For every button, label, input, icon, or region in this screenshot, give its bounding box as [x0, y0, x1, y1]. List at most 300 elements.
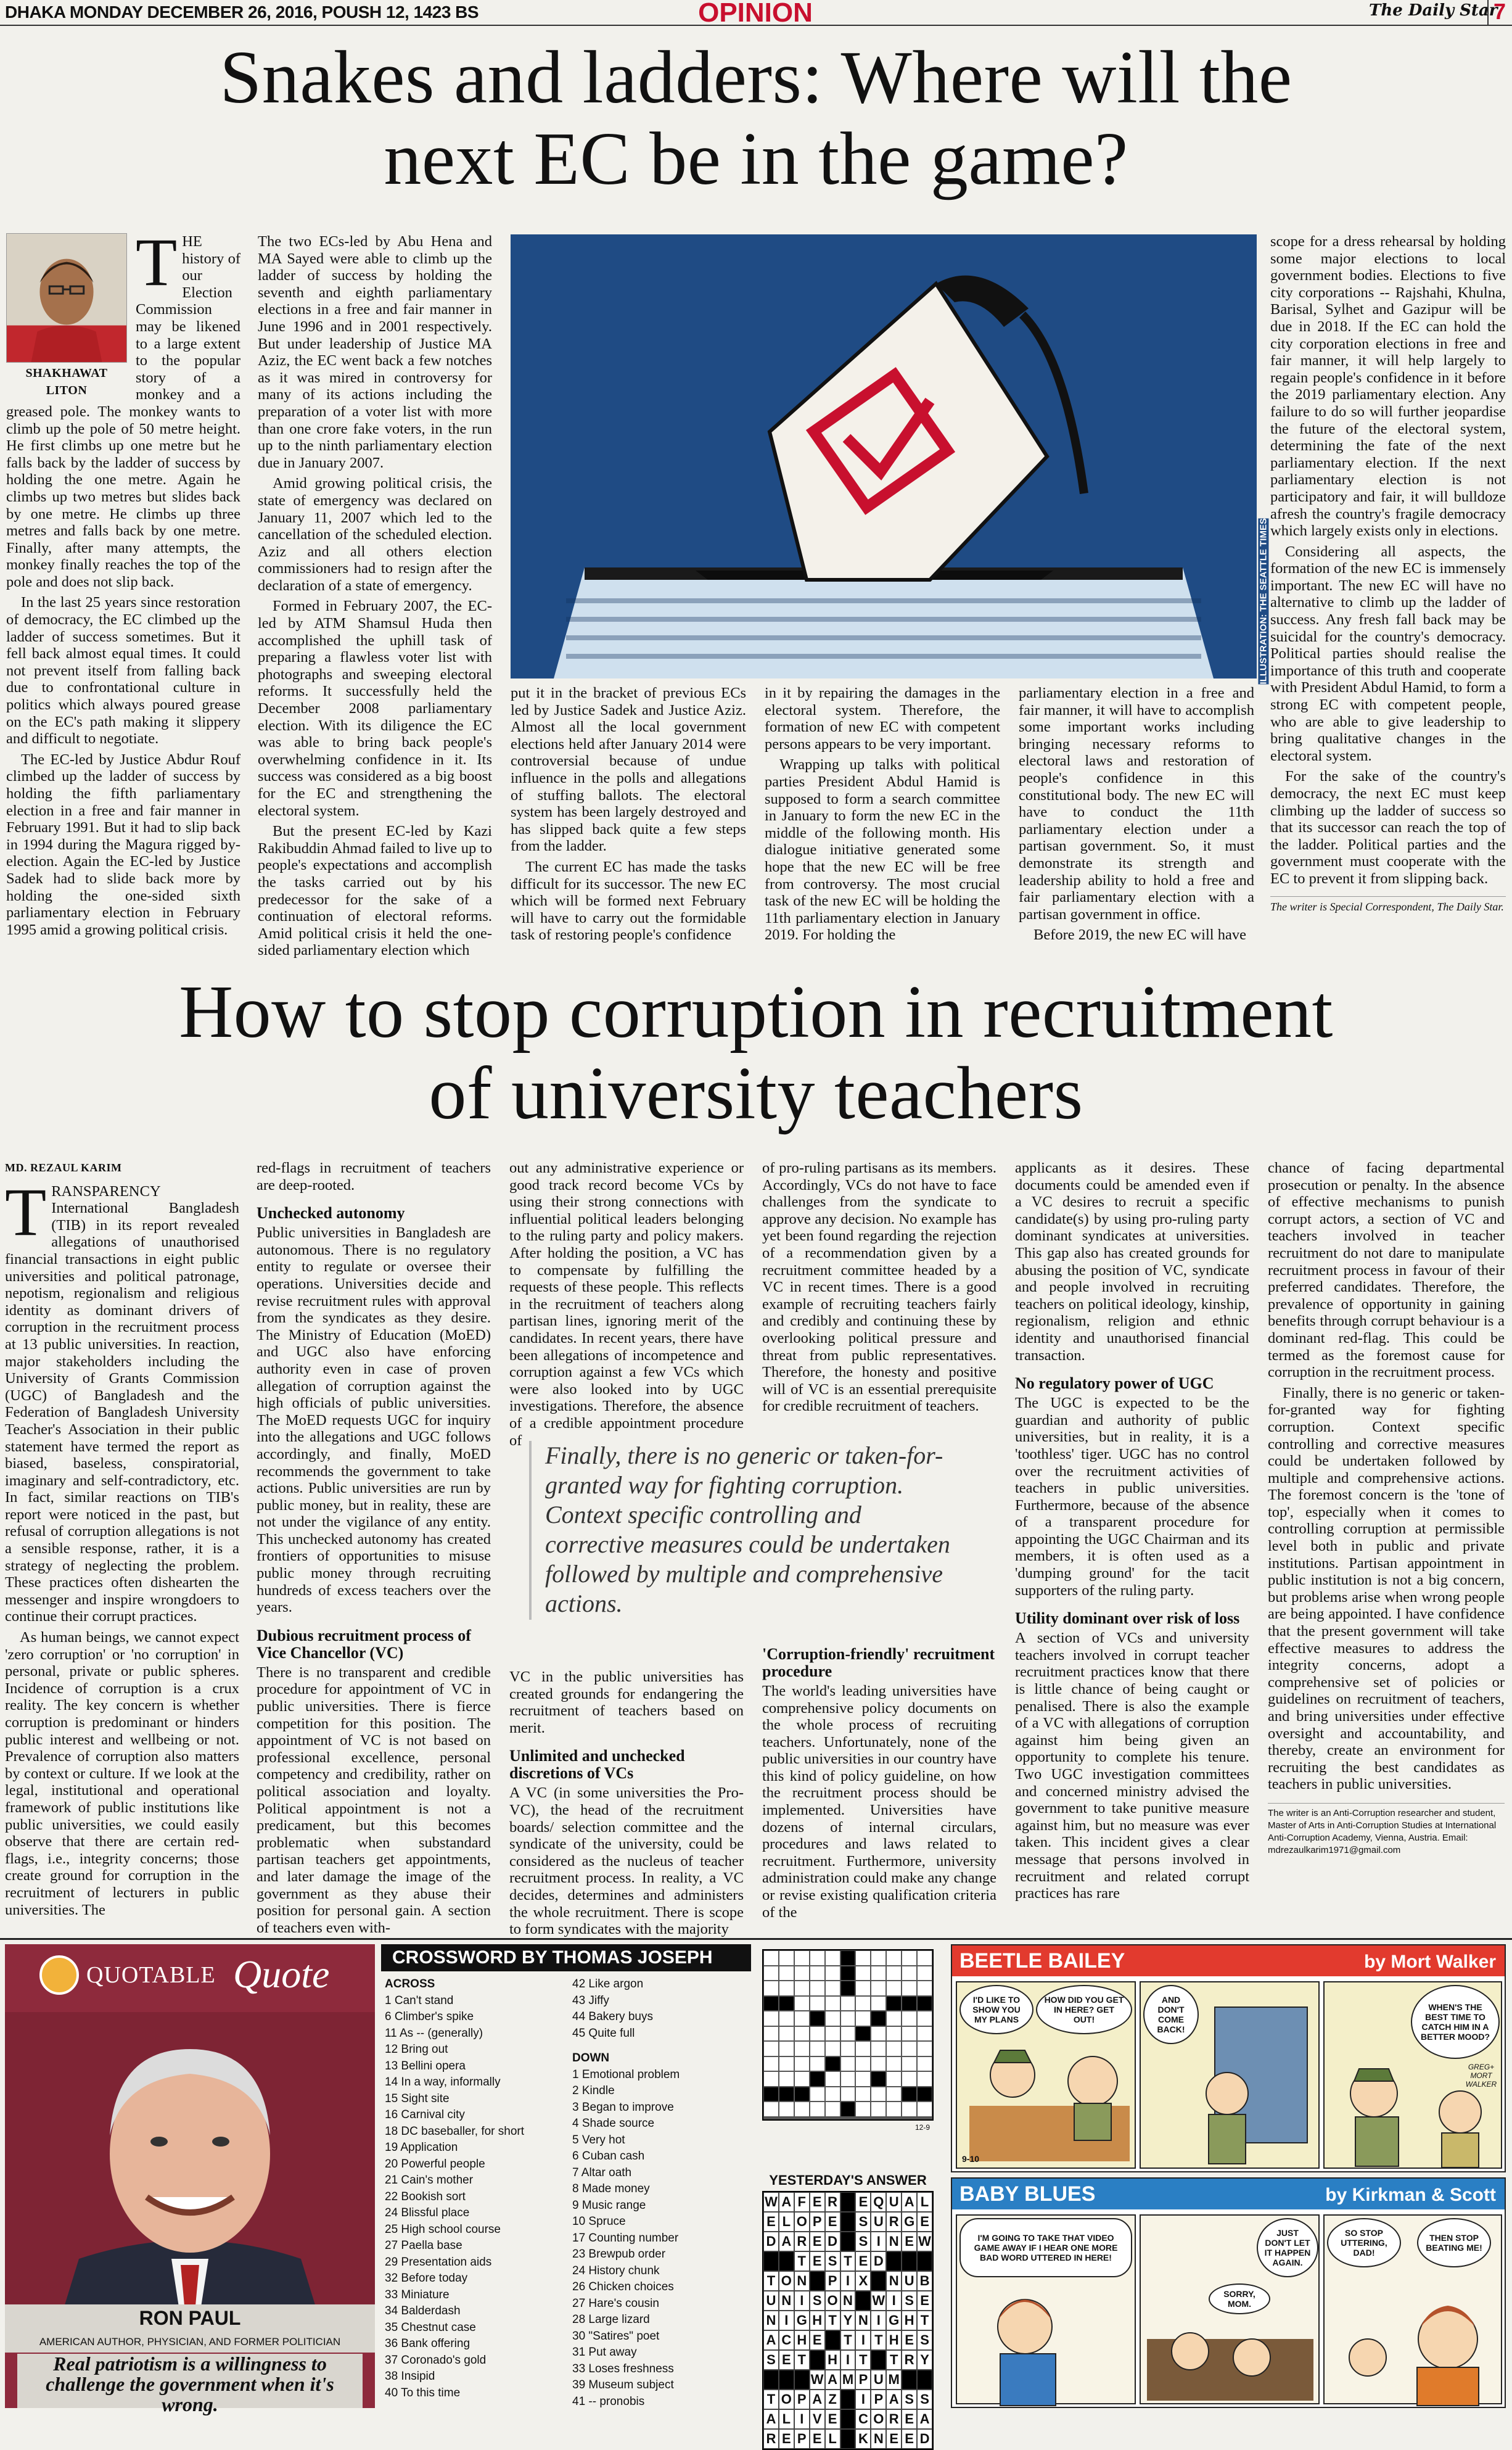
illustration-credit: ILLUSTRATION: THE SEATTLE TIMES: [1258, 518, 1268, 685]
section-label: OPINION: [698, 0, 813, 28]
grid-cell: [871, 2071, 886, 2087]
article1-headline: [0, 37, 1512, 200]
subhead: No regulatory power of UGC: [1015, 1374, 1214, 1393]
paragraph: chance of facing departmental prosecution or penalty. In the absence of effective mechanisms to punish corrupt actors, a section of VC and teachers involved in teacher recruitment do not dare to manipulate recruitment process in favour of their preferred candidates. Therefore, the prevalence of opportunity in gaining benefits through corrupt behaviour is a dominant red-flag. This could be termed as the foremost cause for corruption in the recruitment process.: [1268, 1160, 1505, 1381]
grid-cell[interactable]: [825, 2087, 840, 2102]
clue-item: 43 Jiffy: [572, 1994, 609, 2007]
crossword-grid[interactable]: [762, 1949, 934, 2121]
grid-cell[interactable]: [917, 1966, 932, 1981]
ballot-box-illustration: [511, 234, 1257, 678]
beetle-scene-2: [1141, 1982, 1321, 2170]
grid-cell[interactable]: [763, 2101, 779, 2117]
article2-col6: [1268, 1160, 1505, 1900]
grid-cell[interactable]: [810, 2087, 825, 2102]
answer-cell: I: [886, 2291, 902, 2311]
ron-paul-portrait: [5, 2012, 375, 2339]
grid-cell[interactable]: [840, 2056, 856, 2072]
grid-cell[interactable]: [855, 2071, 871, 2087]
grid-cell[interactable]: [855, 1981, 871, 1996]
answer-cell: [902, 2370, 917, 2390]
beetle-scene-1: [957, 1982, 1137, 2170]
clue-item: 40 To this time: [385, 2386, 461, 2399]
grid-cell[interactable]: [810, 2056, 825, 2072]
grid-cell[interactable]: [886, 2011, 902, 2026]
grid-cell[interactable]: [917, 2026, 932, 2042]
grid-cell[interactable]: [855, 2101, 871, 2117]
babyblues-balloon-4: SO STOP UTTERING, DAD!: [1327, 2218, 1401, 2267]
answer-cell: [779, 2370, 794, 2390]
grid-cell: [917, 1996, 932, 2011]
answer-cell: I: [794, 2409, 810, 2429]
answer-cell: [779, 2251, 794, 2271]
grid-cell[interactable]: [763, 2118, 779, 2119]
grid-cell: [855, 2026, 871, 2042]
clue-item: 35 Chestnut case: [385, 2320, 476, 2334]
article1-author: SHAKHAWAT LITON: [25, 366, 108, 397]
answer-cell: H: [825, 2350, 840, 2370]
babyblues-title: BABY BLUES: [959, 2182, 1096, 2206]
grid-cell[interactable]: [855, 1950, 871, 1966]
grid-cell[interactable]: [825, 2118, 840, 2119]
answer-cell: [840, 2192, 856, 2212]
clue-item: 15 Sight site: [385, 2092, 450, 2105]
grid-cell[interactable]: [810, 1950, 825, 1966]
clue-item: 36 Bank offering: [385, 2337, 470, 2350]
answer-cell: W: [810, 2370, 825, 2390]
answer-cell: E: [902, 2429, 917, 2449]
clue-item: 44 Bakery buys: [572, 2010, 653, 2023]
answer-cell: E: [917, 2291, 932, 2311]
grid-cell[interactable]: [886, 1981, 902, 1996]
article2-title-line2: of university teachers: [429, 1052, 1083, 1135]
quote-person-name: RON PAUL: [5, 2304, 375, 2332]
clue-item: 24 Blissful place: [385, 2206, 470, 2219]
paragraph: Finally, there is no generic or taken-for-granted way for fighting corruption. Context specific controlling and corrective measures could be undertaken followed by multiple and comprehensive actions. The foremost concern is the 'tone of top', especially when it comes to controlling corruption at permissible level both in public and private institutions. Partisan appointment in public institution is not a big concern, but problems arise when wrong people are being appointed. I have confidence that the present government will take effective measures to address the integrity concerns, adopt a comprehensive set of policies or guidelines on recruitment of teachers, and bring universities under effective oversight and accountability, and thereby, create an environment for recruiting the best candidates as teachers in public universities.: [1268, 1384, 1505, 1793]
answer-cell: W: [871, 2291, 886, 2311]
answer-cell: H: [810, 2311, 825, 2330]
paragraph: But the present EC-led by Kazi Rakibuddin Ahmad failed to live up to people's expectations and accomplish the tasks carried out by his predecessor for the sake of a continuation of electoral reforms. Amid political crisis it held the one-sided parliamentary election which: [258, 823, 492, 959]
grid-cell[interactable]: [855, 2087, 871, 2102]
clue-item: 29 Presentation aids: [385, 2255, 492, 2269]
grid-cell[interactable]: [917, 2071, 932, 2087]
grid-cell[interactable]: [902, 2101, 917, 2117]
article1-writer-note: The writer is Special Correspondent, The Daily Star.: [1270, 900, 1504, 913]
clue-item: 4 Shade source: [572, 2117, 655, 2130]
grid-cell[interactable]: [855, 2041, 871, 2056]
article1-title-line2: next EC be in the game?: [384, 117, 1128, 200]
answer-cell: O: [779, 2390, 794, 2409]
grid-cell[interactable]: [779, 1966, 794, 1981]
grid-cell[interactable]: [794, 1966, 810, 1981]
answer-cell: V: [810, 2409, 825, 2429]
grid-cell[interactable]: [825, 2011, 840, 2026]
grid-cell[interactable]: [825, 2026, 840, 2042]
answer-cell: R: [825, 2192, 840, 2212]
answer-cell: M: [886, 2370, 902, 2390]
answer-cell: P: [871, 2390, 886, 2409]
answer-cell: [840, 2429, 856, 2449]
grid-cell[interactable]: [794, 2026, 810, 2042]
clue-item: 32 Before today: [385, 2272, 468, 2285]
answer-cell: T: [855, 2350, 871, 2370]
across-list-1: [385, 1976, 570, 2401]
grid-cell[interactable]: [763, 1950, 779, 1966]
clue-item: 19 Application: [385, 2141, 458, 2154]
answer-cell: E: [902, 2409, 917, 2429]
clue-item: 33 Loses freshness: [572, 2362, 674, 2375]
babyblues-panel-3: [1323, 2214, 1502, 2404]
grid-cell[interactable]: [917, 2101, 932, 2117]
grid-cell[interactable]: [825, 1996, 840, 2011]
clue-item: 23 Brewpub order: [572, 2248, 666, 2261]
grid-cell[interactable]: [855, 1996, 871, 2011]
answer-cell: I: [855, 2330, 871, 2350]
paragraph: VC in the public universities has created grounds for endangering the recruitment of teachers based on merit.: [509, 1668, 744, 1736]
answer-cell: R: [886, 2212, 902, 2232]
grid-cell[interactable]: [902, 2041, 917, 2056]
clue-item: 6 Climber's spike: [385, 2010, 474, 2023]
answer-cell: O: [779, 2271, 794, 2291]
grid-cell[interactable]: [902, 2071, 917, 2087]
beetle-author: by Mort Walker: [1364, 1952, 1496, 1972]
grid-number: 12-9: [915, 2123, 931, 2132]
babyblues-author: by Kirkman & Scott: [1325, 2185, 1496, 2205]
clue-item: 12 Bring out: [385, 2043, 448, 2056]
grid-cell[interactable]: [917, 1950, 932, 1966]
grid-cell[interactable]: [840, 2087, 856, 2102]
across-clues: [385, 1993, 570, 2402]
clue-item: 31 Put away: [572, 2346, 637, 2359]
grid-cell[interactable]: [794, 2118, 810, 2119]
dropcap: T: [136, 225, 178, 300]
grid-cell[interactable]: [763, 2041, 779, 2056]
clue-item: 1 Can't stand: [385, 1994, 454, 2007]
grid-cell[interactable]: [810, 1966, 825, 1981]
grid-cell[interactable]: [825, 1950, 840, 1966]
quotable-quote-box: [5, 1944, 375, 2415]
clue-item: 30 "Satires" poet: [572, 2329, 660, 2343]
grid-cell[interactable]: [794, 2011, 810, 2026]
clue-item: 37 Coronado's gold: [385, 2353, 487, 2367]
grid-cell[interactable]: [779, 2041, 794, 2056]
answer-cell: E: [855, 2192, 871, 2212]
article2-col5: [1015, 1160, 1249, 1900]
grid-cell[interactable]: [763, 1981, 779, 1996]
answer-cell: R: [902, 2350, 917, 2370]
babyblues-scene-3: [1325, 2216, 1503, 2406]
answer-grid: [762, 2191, 934, 2450]
answer-cell: I: [871, 2232, 886, 2251]
answer-cell: E: [825, 2212, 840, 2232]
answer-cell: [810, 2350, 825, 2370]
article2-writer-note: The writer is an Anti-Corruption researcher and student, Master of Arts in Anti-Corruption Studies at International Anti-Corruption Academy, Vienna, Austria. Email: mdrezaulkarim1971@gmail.com: [1268, 1807, 1497, 1855]
grid-cell: [810, 2011, 825, 2026]
grid-cell[interactable]: [779, 1950, 794, 1966]
paragraph: scope for a dress rehearsal by holding some major elections to local government bodies. Elections to five city corporations -- Rajshahi, Khulna, Barisal, Sylhet and Gazipur will be due in 2018. If the EC can hold the city corporation elections in free and fair manner, it will help largely to regain people's confidence in it before the 2019 parliamentary election. Any failure to do so will further jeopardise the future of the electoral system, determining the fate of the next parliamentary election. If the next parliamentary election is not participatory and fair, it will bulldoze afresh the country's fragile democracy which largely exists only in elections.: [1270, 233, 1506, 540]
paragraph: Considering all aspects, the formation of the new EC is immensely important. The new EC will have no alternative to climb up the ladder of success. Any fresh fall back may be suicidal for the country's democracy. Political parties should realise the importance of this truth and cooperate with President Abdul Hamid, to form a strong EC with competent people, who are able to give leadership to bring qualitative changes in the electoral system.: [1270, 543, 1506, 764]
grid-cell[interactable]: [917, 2011, 932, 2026]
paragraph: The current EC has made the tasks difficult for its successor. The new EC which will be formed next February will have to carry out the formidable task of restoring people's confidence: [511, 858, 746, 944]
answer-cell: A: [779, 2192, 794, 2212]
answer-cell: I: [871, 2311, 886, 2330]
answer-cell: A: [763, 2330, 779, 2350]
grid-cell: [886, 1996, 902, 2011]
across-label: ACROSS: [385, 1978, 435, 1990]
grid-cell[interactable]: [779, 2071, 794, 2087]
article2-pullquote: Finally, there is no generic or taken-for-granted way for fighting corruption. Context specific controlling and corrective measures could be undertaken followed by multiple and comprehensive actions.: [529, 1441, 961, 1620]
grid-cell[interactable]: [902, 2118, 917, 2119]
grid-cell: [763, 1996, 779, 2011]
grid-cell[interactable]: [810, 2041, 825, 2056]
article1-col4: [765, 685, 1000, 944]
beetle-bailey-strip: [951, 1944, 1506, 2172]
answer-cell: L: [779, 2409, 794, 2429]
clue-item: 18 DC baseballer, for short: [385, 2124, 525, 2138]
clue-item: 16 Carnival city: [385, 2108, 465, 2121]
answer-cell: I: [840, 2350, 856, 2370]
answer-cell: E: [886, 2429, 902, 2449]
author-photo-box: [6, 233, 127, 399]
clue-item: 22 Bookish sort: [385, 2190, 466, 2203]
answer-cell: X: [855, 2271, 871, 2291]
answer-cell: N: [779, 2291, 794, 2311]
answer-cell: I: [840, 2271, 856, 2291]
paragraph: The EC-led by Justice Abdur Rouf climbed up the ladder of success by holding the fifth parliamentary election in a free and fair manner in February 1991. But it had to slip back in 1994 during the Magura rigged by-election. Again the EC-led by Justice Sadek had to slide back more by holding the one-sided sixth parliamentary election in February 1995 amid a growing political crisis.: [6, 751, 240, 938]
grid-cell[interactable]: [779, 2056, 794, 2072]
grid-cell: [871, 2011, 886, 2026]
article2-author: MD. REZAUL KARIM: [5, 1161, 122, 1174]
paragraph: red-flags in recruitment of teachers are deep-rooted.: [257, 1160, 491, 1194]
answer-cell: N: [794, 2271, 810, 2291]
answer-cell: T: [763, 2390, 779, 2409]
grid-cell[interactable]: [825, 1966, 840, 1981]
grid-cell[interactable]: [886, 1966, 902, 1981]
quote-person-desc: AMERICAN AUTHOR, PHYSICIAN, AND FORMER POLITICIAN: [5, 2332, 375, 2353]
grid-cell[interactable]: [871, 2026, 886, 2042]
grid-cell[interactable]: [763, 2011, 779, 2026]
grid-cell[interactable]: [825, 2101, 840, 2117]
answer-cell: K: [855, 2429, 871, 2449]
grid-cell[interactable]: [917, 2056, 932, 2072]
grid-cell[interactable]: [810, 2101, 825, 2117]
grid-cell[interactable]: [871, 2118, 886, 2119]
grid-cell[interactable]: [886, 2087, 902, 2102]
grid-cell[interactable]: [917, 1981, 932, 1996]
down-label: DOWN: [572, 2052, 610, 2064]
clue-item: 11 As -- (generally): [385, 2026, 483, 2040]
grid-cell: [779, 1996, 794, 2011]
grid-cell[interactable]: [810, 2118, 825, 2119]
answer-cell: E: [825, 2409, 840, 2429]
dateline: DHAKA MONDAY DECEMBER 26, 2016, POUSH 12, 1423 BS: [5, 2, 479, 22]
answer-cell: Y: [840, 2311, 856, 2330]
grid-cell[interactable]: [902, 1966, 917, 1981]
grid-cell[interactable]: [886, 2101, 902, 2117]
grid-cell[interactable]: [886, 2071, 902, 2087]
grid-cell[interactable]: [917, 2041, 932, 2056]
grid-cell[interactable]: [763, 2071, 779, 2087]
grid-cell[interactable]: [871, 2087, 886, 2102]
grid-cell[interactable]: [855, 1966, 871, 1981]
answer-cell: [763, 2251, 779, 2271]
grid-cell[interactable]: [794, 2071, 810, 2087]
grid-cell[interactable]: [794, 2101, 810, 2117]
clue-item: 13 Bellini opera: [385, 2059, 466, 2073]
paragraph: Amid growing political crisis, the state of emergency was declared on January 11, 2007 which led to the cancellation of the scheduled election. Aziz and all others election commissioners had to resign after the declaration of a state of emergency.: [258, 475, 492, 594]
grid-cell[interactable]: [871, 1966, 886, 1981]
grid-cell[interactable]: [794, 1981, 810, 1996]
grid-cell[interactable]: [794, 2056, 810, 2072]
answer-cell: E: [810, 2251, 825, 2271]
section-divider: [0, 1938, 1512, 1940]
answer-cell: E: [810, 2429, 825, 2449]
clue-item: 27 Paella base: [385, 2239, 462, 2252]
grid-cell[interactable]: [825, 2041, 840, 2056]
paragraph: The UGC is expected to be the guardian and authority of public universities, but in reality, it is a 'toothless' tiger. UGC has no control over the recruitment activities of teachers in public universities. Furthermore, because of the absence of a transparent procedure for appointing the UGC Chairman and its members, it is often used as a 'dumping ground' for the tacit supporters of the ruling party.: [1015, 1395, 1249, 1599]
answer-cell: S: [855, 2232, 871, 2251]
clue-item: 9 Music range: [572, 2198, 646, 2212]
answer-cell: T: [794, 2251, 810, 2271]
grid-cell[interactable]: [794, 1996, 810, 2011]
grid-cell[interactable]: [840, 1996, 856, 2011]
paragraph: RANSPARENCY International Bangladesh (TIB) in its report revealed allegations of unauthorised financial transactions in eight public universities and political patronage, nepotism, regionalism and religious identity as dominant drivers of corruption in the recruitment process at 13 public universities. In reaction, major stakeholders including the University of Grants Commission (UGC) of Bangladesh and the Federation of Bangladesh University Teacher's Association in their public statement have termed the report as biased, baseless, conspiratorial, imaginary and self-contradictory, etc. In fact, similar reactions on TIB's report were noticed in the past, but refusal of corruption allegations is not a sensible response, rather, it is a strategy of neglecting the problem. These practices often dishearten the messenger and inspire wrongdoers to continue their corrupt practices.: [5, 1182, 239, 1625]
beetle-title: BEETLE BAILEY: [959, 1949, 1125, 1973]
grid-cell[interactable]: [794, 1950, 810, 1966]
grid-cell[interactable]: [886, 2041, 902, 2056]
grid-cell[interactable]: [794, 2041, 810, 2056]
grid-cell[interactable]: [855, 2118, 871, 2119]
grid-cell[interactable]: [902, 1950, 917, 1966]
grid-cell[interactable]: [902, 2011, 917, 2026]
answer-cell: E: [810, 2192, 825, 2212]
grid-cell[interactable]: [763, 2056, 779, 2072]
babyblues-balloon-5: THEN STOP BEATING ME!: [1417, 2218, 1491, 2267]
grid-cell[interactable]: [871, 1950, 886, 1966]
answer-cell: S: [902, 2291, 917, 2311]
grid-cell[interactable]: [840, 2026, 856, 2042]
grid-cell[interactable]: [810, 1996, 825, 2011]
grid-cell[interactable]: [871, 2041, 886, 2056]
clue-item: 45 Quite full: [572, 2026, 635, 2040]
answer-cell: M: [840, 2370, 856, 2390]
beetle-balloon-3: AND DON'T COME BACK!: [1143, 1985, 1199, 2044]
answer-cell: W: [917, 2232, 932, 2251]
babyblues-panel-2: [1140, 2214, 1320, 2404]
grid-cell[interactable]: [840, 2041, 856, 2056]
grid-cell[interactable]: [902, 1981, 917, 1996]
grid-cell[interactable]: [779, 1981, 794, 1996]
answer-cell: E: [810, 2232, 825, 2251]
answer-cell: U: [763, 2291, 779, 2311]
grid-cell[interactable]: [779, 2118, 794, 2119]
answer-cell: A: [810, 2390, 825, 2409]
answer-cell: T: [840, 2330, 856, 2350]
clue-item: 7 Altar oath: [572, 2166, 632, 2179]
grid-cell[interactable]: [886, 1950, 902, 1966]
clue-item: 17 Counting number: [572, 2231, 679, 2245]
grid-cell[interactable]: [902, 2056, 917, 2072]
clue-item: 25 High school course: [385, 2222, 501, 2236]
answer-cell: [917, 2251, 932, 2271]
article1-col3: [511, 685, 746, 944]
baby-blues-strip: [951, 2177, 1506, 2408]
answer-cell: [871, 2350, 886, 2370]
answer-cell: T: [886, 2350, 902, 2370]
clue-item: 21 Cain's mother: [385, 2174, 474, 2187]
grid-cell[interactable]: [886, 2026, 902, 2042]
grid-cell[interactable]: [871, 2101, 886, 2117]
author-photo: [6, 233, 127, 363]
answer-cell: R: [794, 2232, 810, 2251]
answer-cell: [840, 2232, 856, 2251]
grid-cell[interactable]: [855, 2056, 871, 2072]
clue-item: 42 Like argon: [572, 1978, 644, 1990]
grid-cell[interactable]: [825, 2071, 840, 2087]
answer-cell: [902, 2251, 917, 2271]
grid-cell[interactable]: [763, 2026, 779, 2042]
grid-cell[interactable]: [886, 2118, 902, 2119]
answer-cell: N: [886, 2232, 902, 2251]
grid-cell: [902, 1996, 917, 2011]
grid-cell[interactable]: [886, 2056, 902, 2072]
answer-cell: N: [871, 2429, 886, 2449]
answer-cell: P: [794, 2390, 810, 2409]
dropcap: T: [5, 1174, 47, 1250]
grid-cell[interactable]: [871, 2056, 886, 2072]
answer-cell: [840, 2212, 856, 2232]
grid-cell[interactable]: [840, 2011, 856, 2026]
quote-text: Real patriotism is a willingness to challenge the government when it's wrong.: [17, 2354, 363, 2408]
clue-item: 1 Emotional problem: [572, 2068, 680, 2081]
answer-cell: H: [902, 2311, 917, 2330]
clue-item: 39 Museum subject: [572, 2378, 674, 2391]
answer-cell: T: [825, 2311, 840, 2330]
grid-cell[interactable]: [763, 1966, 779, 1981]
grid-cell[interactable]: [825, 1981, 840, 1996]
clue-item: 24 History chunk: [572, 2264, 660, 2277]
crossword-title: CROSSWORD BY THOMAS JOSEPH: [381, 1944, 751, 1971]
answer-cell: [917, 2370, 932, 2390]
answer-cell: [810, 2271, 825, 2291]
subhead: Unchecked autonomy: [257, 1204, 405, 1223]
answer-cell: Y: [917, 2350, 932, 2370]
grid-cell[interactable]: [871, 1996, 886, 2011]
grid-cell[interactable]: [840, 2071, 856, 2087]
answer-cell: A: [763, 2409, 779, 2429]
grid-cell: [840, 2101, 856, 2117]
grid-cell[interactable]: [855, 2011, 871, 2026]
grid-cell[interactable]: [779, 2101, 794, 2117]
answer-cell: [794, 2370, 810, 2390]
answer-cell: S: [902, 2390, 917, 2409]
grid-cell[interactable]: [871, 1981, 886, 1996]
paragraph: in it by repairing the damages in the electoral system. Therefore, the formation of new EC with competent persons appears to be very important.: [765, 685, 1000, 753]
grid-cell[interactable]: [917, 2118, 932, 2119]
grid-cell[interactable]: [810, 2026, 825, 2042]
article1-col6: [1270, 233, 1506, 942]
grid-cell: [840, 1966, 856, 1981]
answer-cell: E: [855, 2251, 871, 2271]
grid-cell[interactable]: [779, 2026, 794, 2042]
grid-cell[interactable]: [779, 2011, 794, 2026]
answer-title: YESTERDAY'S ANSWER: [769, 2172, 927, 2188]
grid-cell[interactable]: [810, 1981, 825, 1996]
babyblues-scene-2: [1141, 2216, 1321, 2406]
answer-cell: T: [763, 2271, 779, 2291]
answer-cell: O: [794, 2212, 810, 2232]
grid-cell[interactable]: [902, 2026, 917, 2042]
answer-cell: O: [825, 2291, 840, 2311]
